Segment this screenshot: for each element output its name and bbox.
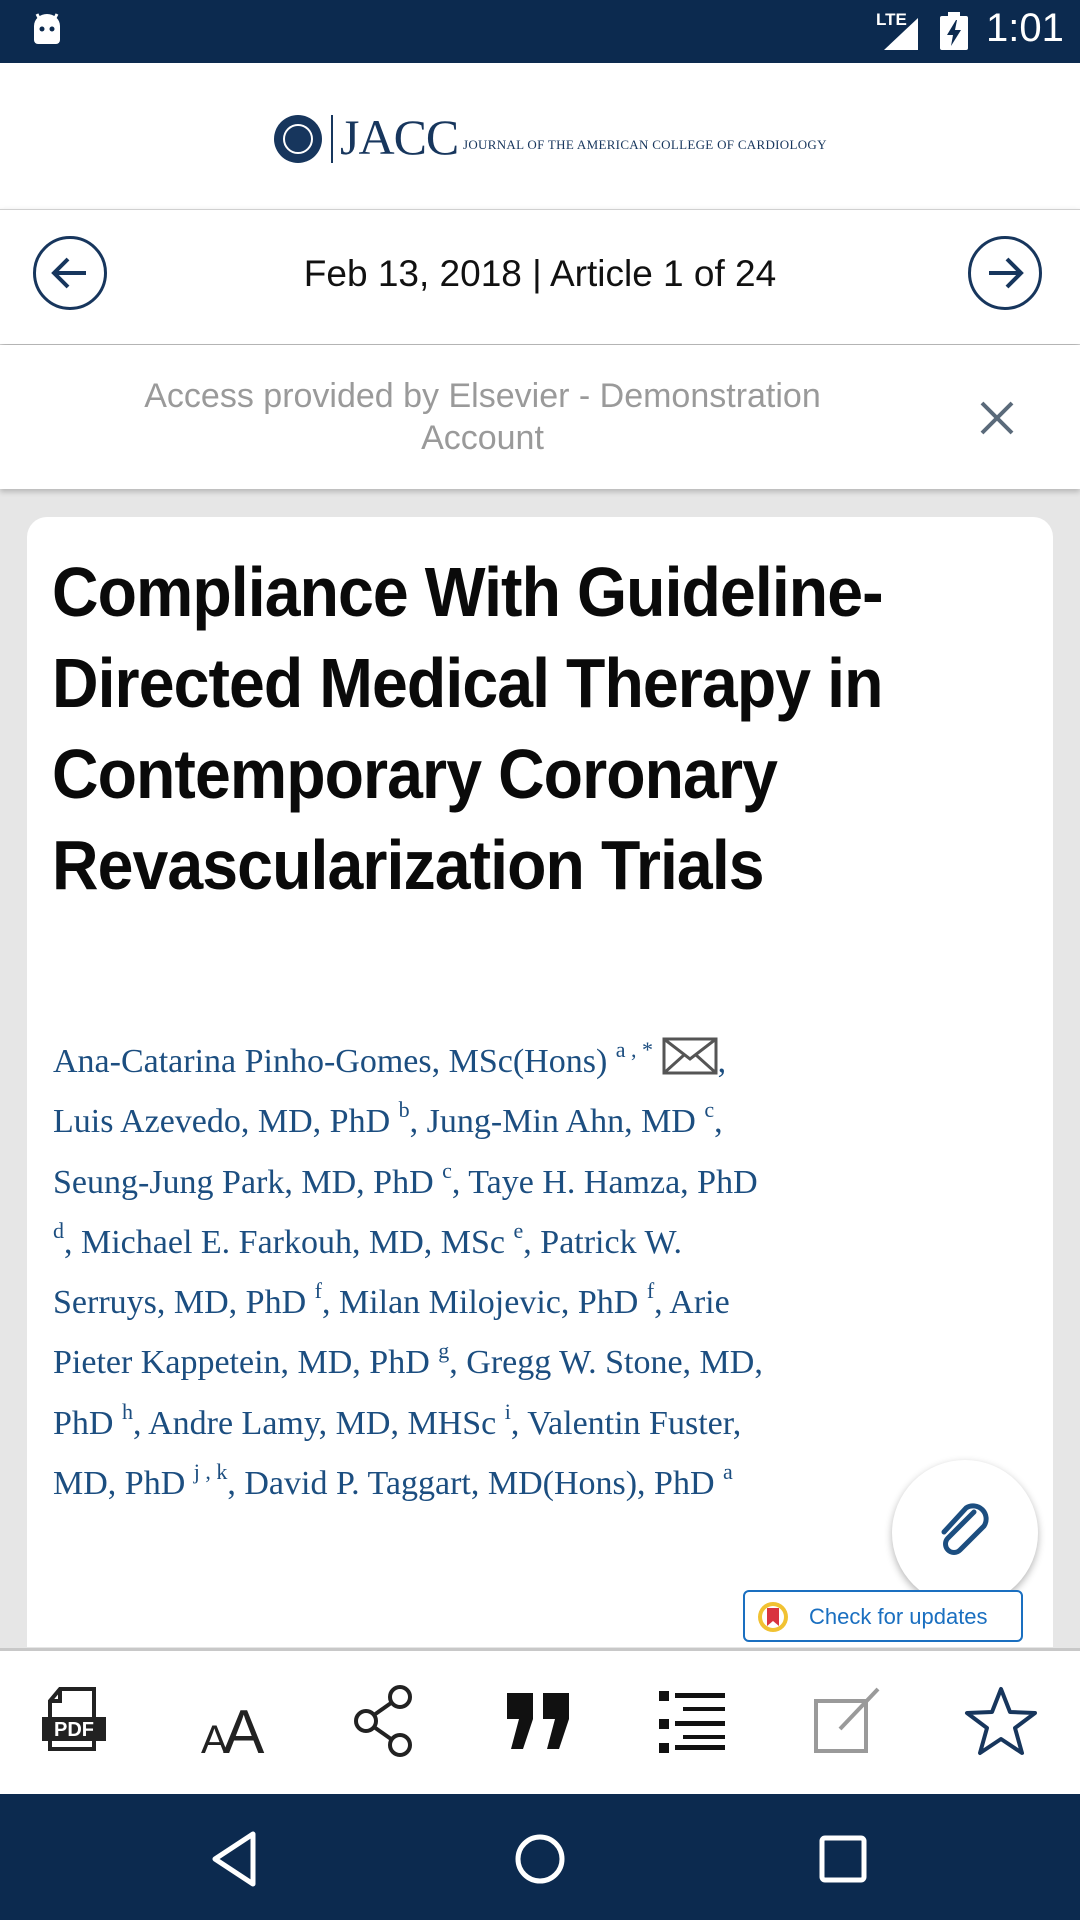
pdf-icon-text: PDF: [54, 1719, 94, 1741]
affiliation[interactable]: e: [513, 1217, 524, 1243]
logo-divider: [331, 115, 333, 163]
author-link[interactable]: Patrick W. Serruys, MD, PhD: [53, 1223, 682, 1322]
cite-button[interactable]: [489, 1673, 589, 1773]
paperclip-icon: [930, 1498, 1000, 1568]
battery-charging-icon: [940, 12, 968, 50]
journal-logo: JACC: [340, 109, 459, 165]
outline-list-icon: [655, 1683, 731, 1759]
acc-seal-logo: [274, 115, 322, 163]
outline-button[interactable]: [643, 1673, 743, 1773]
affiliation[interactable]: a , *: [615, 1037, 654, 1062]
crossmark-icon: [757, 1601, 789, 1633]
article-toolbar: [0, 1648, 1080, 1794]
journal-tagline: JOURNAL OF THE AMERICAN COLLEGE OF CARDIOLOGY: [463, 137, 827, 152]
author-link[interactable]: David P. Taggart, MD(Hons), PhD: [244, 1465, 715, 1503]
note-edit-icon: [810, 1683, 886, 1759]
system-navigation-bar: [0, 1794, 1080, 1920]
author-link[interactable]: Andre Lamy, MD, MHSc: [148, 1404, 497, 1442]
next-article-button[interactable]: [968, 236, 1042, 310]
article-navigation: [0, 209, 1080, 344]
network-type: LTE: [876, 10, 907, 29]
article-card: [27, 517, 1053, 1647]
author-link[interactable]: Ana-Catarina Pinho-Gomes, MSc(Hons): [53, 1043, 608, 1080]
author-link[interactable]: Michael E. Farkouh, MD, MSc: [81, 1223, 506, 1261]
recents-icon[interactable]: [808, 1824, 878, 1894]
affiliation[interactable]: j , k: [193, 1459, 228, 1485]
access-message: Access provided by Elsevier - Demonstration Account: [144, 377, 821, 457]
affiliation[interactable]: c: [704, 1097, 715, 1123]
quote-icon: [501, 1683, 577, 1759]
article-title: Compliance With Guideline-Directed Medical Therapy in Contemporary Coronary Revascularization Trials: [52, 553, 883, 904]
check-for-updates-label: Check for updates: [809, 1604, 988, 1629]
affiliation[interactable]: c: [442, 1157, 452, 1183]
previous-article-button[interactable]: [33, 236, 107, 310]
author-link[interactable]: Taye H. Hamza, PhD: [468, 1163, 758, 1201]
affiliation[interactable]: b: [398, 1097, 410, 1123]
favorite-button[interactable]: [951, 1673, 1051, 1773]
share-button[interactable]: [334, 1673, 434, 1773]
author-link[interactable]: Luis Azevedo, MD, PhD: [53, 1103, 391, 1141]
svg-text:A: A: [201, 1718, 228, 1762]
affiliation[interactable]: h: [121, 1398, 133, 1424]
brand-header: [0, 63, 1080, 209]
author-list: Ana-Catarina Pinho-Gomes, MSc(Hons) $^{a , *}$ , Luis Azevedo, MD, PhD $^b$, Jung-Min Ahn, MD $^c$, Seung-Jung Park, MD, PhD $^c$, Taye H. Hamza, PhD $^d$, Michael E. Farkouh, MD, MSc $^e$, Patrick W. Serruys, MD, PhD $^f$, Milan Milojevic, PhD $^f$, Arie Pieter Kappetein, MD, PhD $^g$, Gregg W. Stone, MD, PhD $^h$, Andre Lamy, MD, MHSc $^i$, Valentin Fuster, MD, PhD $^{j , k}$, David P. Taggart, MD(Hons), PhD $^a$: [53, 1037, 763, 1503]
arrow-left-icon: [46, 249, 94, 297]
notes-button[interactable]: [798, 1673, 898, 1773]
star-icon: [963, 1683, 1039, 1759]
article-date-position: Feb 13, 2018 | Article 1 of 24: [303, 253, 777, 294]
affiliation[interactable]: g: [438, 1338, 450, 1364]
affiliation[interactable]: f: [314, 1278, 322, 1304]
author-link[interactable]: Milan Milojevic, PhD: [338, 1284, 639, 1322]
affiliation[interactable]: a: [723, 1459, 733, 1485]
check-for-updates-button[interactable]: [743, 1590, 1023, 1642]
close-icon[interactable]: [972, 393, 1022, 443]
share-icon: [346, 1683, 422, 1759]
author-link[interactable]: Jung-Min Ahn, MD: [426, 1103, 696, 1141]
svg-text:A: A: [223, 1698, 265, 1763]
clock: 1:01: [986, 6, 1064, 50]
affiliation[interactable]: f: [646, 1278, 655, 1304]
access-banner: [0, 345, 1080, 489]
author-link[interactable]: Valentin Fuster, MD, PhD: [53, 1404, 742, 1503]
status-bar: [0, 0, 1080, 63]
font-size-icon: [193, 1683, 273, 1763]
android-icon: [30, 12, 64, 46]
pdf-button[interactable]: [26, 1673, 126, 1773]
author-link[interactable]: Arie Pieter Kappetein, MD, PhD: [53, 1284, 730, 1382]
author-link[interactable]: Seung-Jung Park, MD, PhD: [53, 1163, 434, 1201]
font-size-button[interactable]: [181, 1673, 281, 1773]
affiliation[interactable]: i: [504, 1398, 511, 1424]
home-icon[interactable]: [505, 1824, 575, 1894]
affiliation[interactable]: d: [53, 1217, 64, 1243]
author-link[interactable]: Gregg W. Stone, MD, PhD: [53, 1344, 763, 1442]
signal-icon: [878, 14, 918, 50]
arrow-right-icon: [981, 249, 1029, 297]
email-icon[interactable]: [662, 1036, 718, 1076]
supplementary-attachment-button[interactable]: [892, 1460, 1038, 1606]
pdf-icon: [38, 1683, 114, 1759]
back-icon[interactable]: [201, 1824, 271, 1894]
